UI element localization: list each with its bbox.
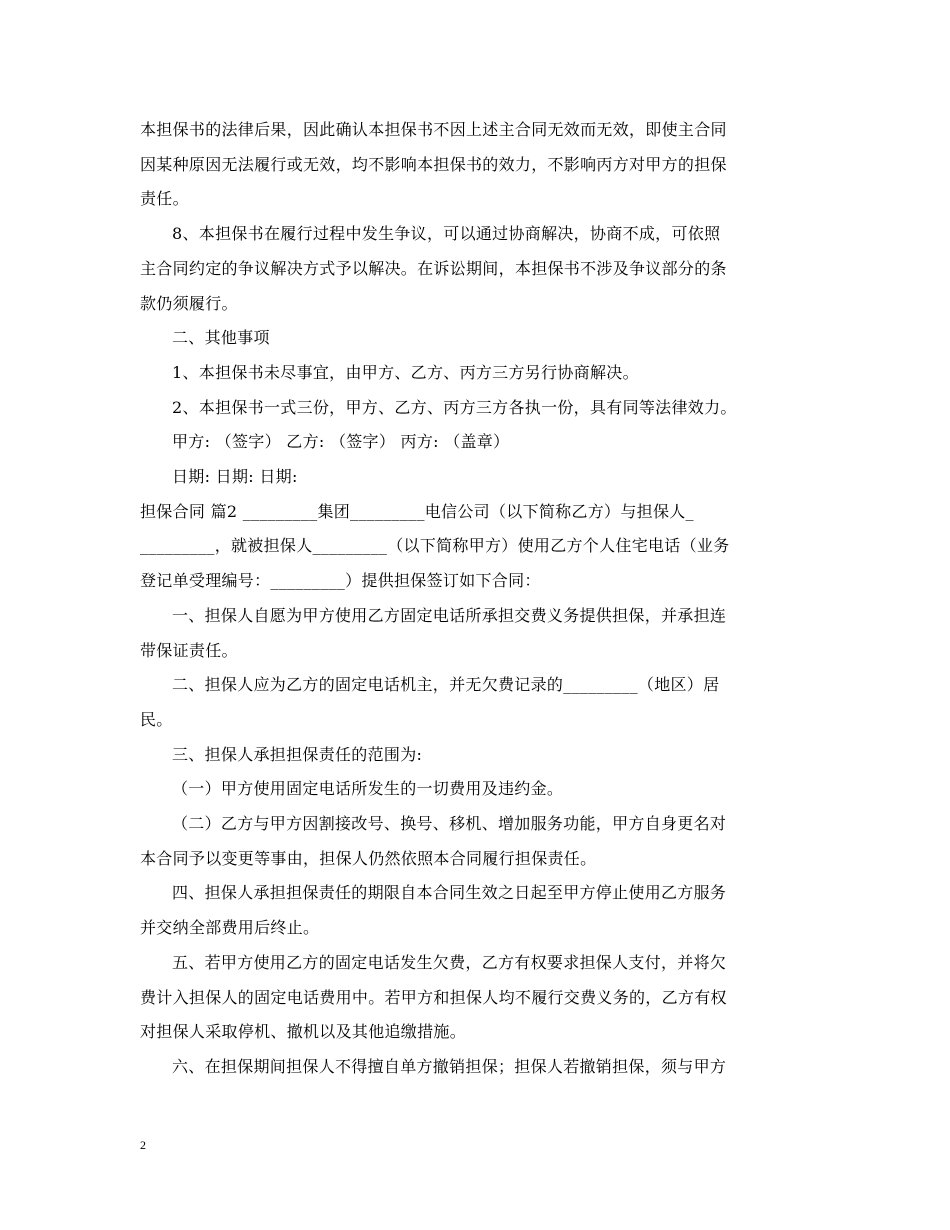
text-line: 六、在担保期间担保人不得擅自单方撤销担保；担保人若撤销担保，须与甲方 [172, 1056, 727, 1076]
text-line: 一、担保人自愿为甲方使用乙方固定电话所承担交费义务提供担保，并承担连 [172, 605, 727, 625]
text-line: 并交纳全部费用后终止。 [140, 918, 320, 938]
text-line: 费计入担保人的固定电话费用中。若甲方和担保人均不履行交费义务的，乙方有权 [140, 987, 727, 1007]
text-line: 款仍须履行。 [140, 293, 238, 313]
text-line: 担保合同 篇2 _________集团_________电信公司（以下简称乙方）与担保人_ [140, 501, 694, 521]
text-line: 三、担保人承担担保责任的范围为: [172, 744, 423, 764]
text-line: 二、其他事项 [172, 328, 270, 348]
text-line: 登记单受理编号：_________）提供担保签订如下合同： [140, 571, 541, 591]
text-line: 二、担保人应为乙方的固定电话机主，并无欠费记录的_________（地区）居 [172, 675, 720, 695]
text-line: 2、本担保书一式三份，甲方、乙方、丙方三方各执一份，具有同等法律效力。 [172, 397, 737, 417]
text-line: 8、本担保书在履行过程中发生争议，可以通过协商解决，协商不成，可依照 [172, 224, 721, 244]
text-line: 带保证责任。 [140, 640, 238, 660]
text-line: 四、担保人承担担保责任的期限自本合同生效之日起至甲方停止使用乙方服务 [172, 883, 727, 903]
text-line: 五、若甲方使用乙方的固定电话发生欠费，乙方有权要求担保人支付，并将欠 [172, 952, 727, 972]
text-line: 本担保书的法律后果，因此确认本担保书不因上述主合同无效而无效，即使主合同 [140, 120, 727, 139]
page-number: 2 [140, 1138, 146, 1152]
text-line: （一）甲方使用固定电话所发生的一切费用及违约金。 [172, 779, 564, 799]
text-line: 1、本担保书未尽事宜，由甲方、乙方、丙方三方另行协商解决。 [172, 362, 639, 382]
text-line: 主合同约定的争议解决方式予以解决。在诉讼期间，本担保书不涉及争议部分的条 [140, 258, 727, 278]
text-line: 因某种原因无法履行或无效，均不影响本担保书的效力，不影响丙方对甲方的担保 [140, 154, 727, 174]
text-line: 甲方: （签字） 乙方: （签字） 丙方: （盖章） [172, 432, 510, 452]
text-line: _________，就被担保人_________（以下简称甲方）使用乙方个人住宅电话（业务 [140, 536, 730, 556]
text-line: 日期: 日期: 日期: [172, 467, 298, 487]
text-line: 对担保人采取停机、撤机以及其他追缴措施。 [140, 1022, 467, 1042]
text-line: （二）乙方与甲方因割接改号、换号、移机、增加服务功能，甲方自身更名对 [172, 814, 727, 834]
text-line: 民。 [140, 709, 173, 729]
document-body [140, 113, 815, 1085]
text-line: 本合同予以变更等事由，担保人仍然依照本合同履行担保责任。 [140, 848, 597, 868]
text-line: 责任。 [140, 189, 189, 209]
